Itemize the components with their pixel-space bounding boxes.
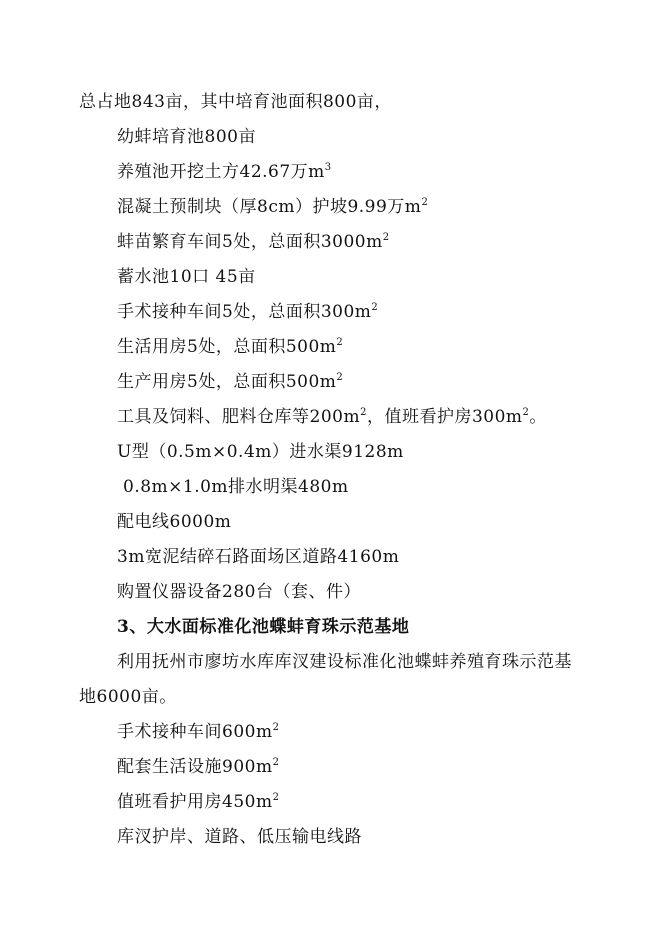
section-heading: 3、大水面标准化池蝶蚌育珠示范基地 bbox=[117, 617, 410, 637]
text-line-drainage-channel: 0.8m×1.0m排水明渠480m bbox=[123, 477, 349, 497]
text-line-guard-house: 值班看护用房$450m^2$ bbox=[117, 792, 280, 812]
text-line-reservoir: 蓄水池10口 45亩 bbox=[117, 267, 256, 287]
text-line-base-description: 利用抚州市廖坊水库库汊建设标准化池蝶蚌养殖育珠示范基 bbox=[117, 652, 572, 672]
text-line-base-area: 地6000亩。 bbox=[79, 687, 177, 707]
text-line-infrastructure: 库汊护岸、道路、低压输电线路 bbox=[117, 827, 362, 847]
text-line-warehouse: 工具及饲料、肥料仓库等$200m^2$，值班看护房$300m^2$。 bbox=[117, 407, 547, 427]
text-line-inlet-channel: U型（0.5m×0.4m）进水渠9128m bbox=[117, 442, 404, 462]
text-line-earthwork: 养殖池开挖土方42.67万$m^3$ bbox=[117, 162, 332, 182]
text-line-power-line: 配电线6000m bbox=[117, 512, 232, 532]
text-line-equipment: 购置仪器设备280台（套、件） bbox=[117, 582, 361, 602]
text-line-production-buildings: 生产用房5处，总面积$500m^2$ bbox=[117, 372, 344, 392]
text-line-nursery-pond: 幼蚌培育池800亩 bbox=[117, 127, 256, 147]
text-line-grafting-workshop: 手术接种车间5处，总面积$300m^2$ bbox=[117, 302, 379, 322]
text-line-breeding-workshop: 蚌苗繁育车间5处，总面积$3000m^2$ bbox=[117, 232, 390, 252]
text-line-living-quarters: 生活用房5处，总面积$500m^2$ bbox=[117, 337, 344, 357]
text-line-roads: 3m宽泥结碎石路面场区道路4160m bbox=[117, 547, 400, 567]
text-line-living-facilities: 配套生活设施$900m^2$ bbox=[117, 757, 280, 777]
text-line-revetment: 混凝土预制块（厚8cm）护坡9.99万$m^2$ bbox=[117, 197, 429, 217]
text-line-total-area: 总占地843亩，其中培育池面积800亩， bbox=[79, 92, 392, 112]
text-line-grafting-workshop-2: 手术接种车间$600m^2$ bbox=[117, 722, 280, 742]
